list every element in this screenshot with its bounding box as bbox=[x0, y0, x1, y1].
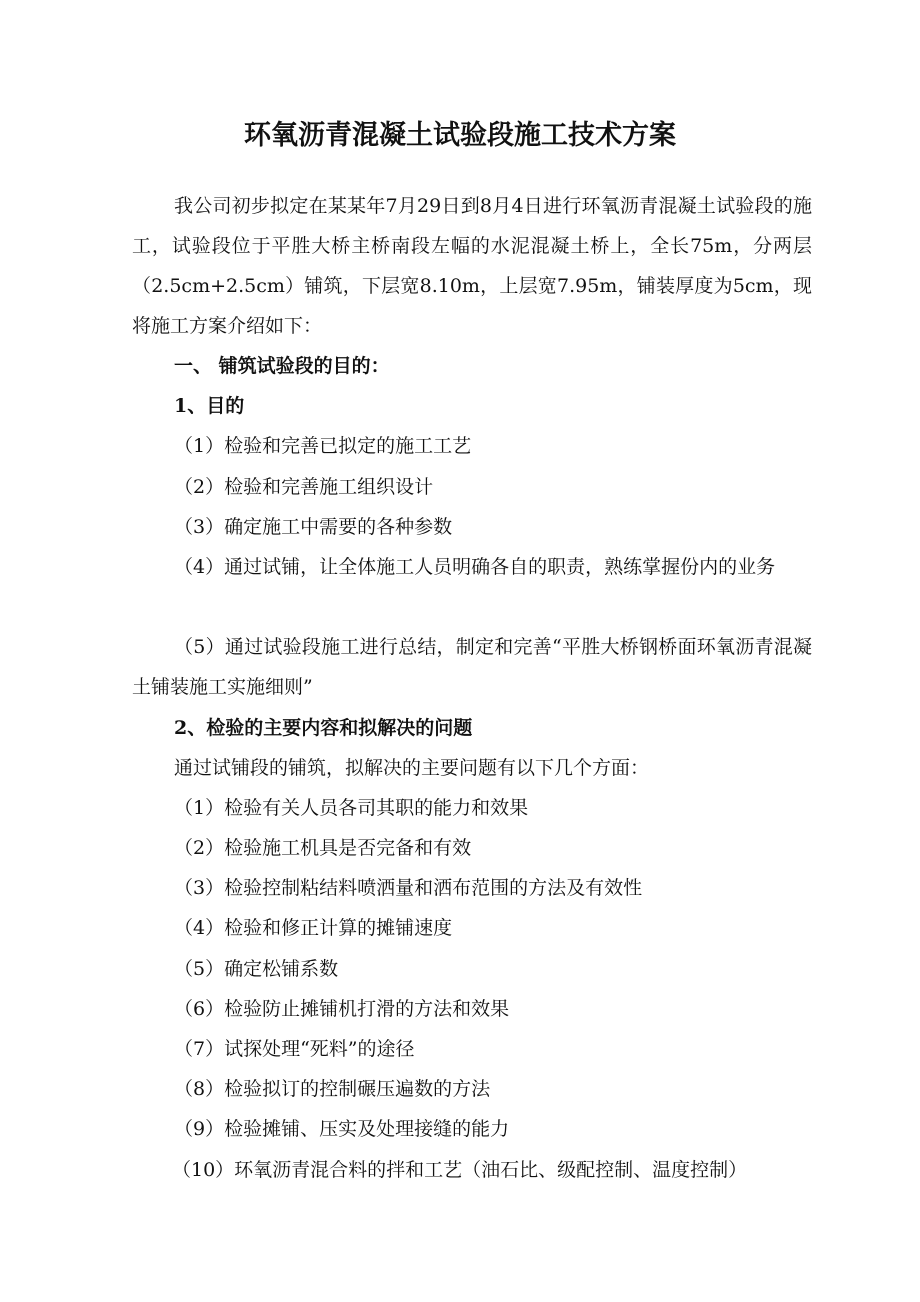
purpose-item: （5）通过试验段施工进行总结，制定和完善“平胜大桥钢桥面环氧沥青混凝土铺装施工实施细则” bbox=[132, 636, 812, 698]
intro-paragraph: 我公司初步拟定在某某年7月29日到8月4日进行环氧沥青混凝土试验段的施工，试验段位于平胜大桥主桥南段左幅的水泥混凝土桥上，全长75m，分两层（2.5cm+2.5cm）铺筑，下层宽8.10m，上层宽7.95m，铺装厚度为5cm，现将施工方案介绍如下： bbox=[132, 195, 812, 337]
page-title: 环氧沥青混凝土试验段施工技术方案 bbox=[244, 120, 676, 151]
check-item: （7）试探处理“死料”的途径 bbox=[174, 1038, 415, 1060]
check-item: （4）检验和修正计算的摊铺速度 bbox=[174, 917, 453, 939]
purpose-item: （4）通过试铺，让全体施工人员明确各自的职责，熟练掌握份内的业务 bbox=[174, 556, 776, 578]
section-heading-purpose: 一、 铺筑试验段的目的： bbox=[174, 355, 390, 377]
check-item: （6）检验防止摊铺机打滑的方法和效果 bbox=[174, 998, 510, 1020]
purpose-item: （2）检验和完善施工组织设计 bbox=[174, 476, 434, 498]
check-item: （3）检验控制粘结料喷洒量和洒布范围的方法及有效性 bbox=[174, 877, 643, 899]
check-item: （5）确定松铺系数 bbox=[174, 958, 339, 980]
subheading-purpose: 1、目的 bbox=[174, 395, 245, 417]
check-intro: 通过试铺段的铺筑，拟解决的主要问题有以下几个方面： bbox=[174, 757, 650, 779]
check-item: （8）检验拟订的控制碾压遍数的方法 bbox=[174, 1078, 491, 1100]
check-item: （1）检验有关人员各司其职的能力和效果 bbox=[174, 797, 529, 819]
subheading-check-content: 2、检验的主要内容和拟解决的问题 bbox=[174, 717, 473, 739]
check-item: （2）检验施工机具是否完备和有效 bbox=[174, 837, 472, 859]
check-item: （9）检验摊铺、压实及处理接缝的能力 bbox=[174, 1118, 510, 1140]
check-item: （10）环氧沥青混合料的拌和工艺（油石比、级配控制、温度控制） bbox=[172, 1159, 748, 1181]
purpose-item: （1）检验和完善已拟定的施工工艺 bbox=[174, 435, 472, 457]
purpose-item: （3）确定施工中需要的各种参数 bbox=[174, 516, 453, 538]
